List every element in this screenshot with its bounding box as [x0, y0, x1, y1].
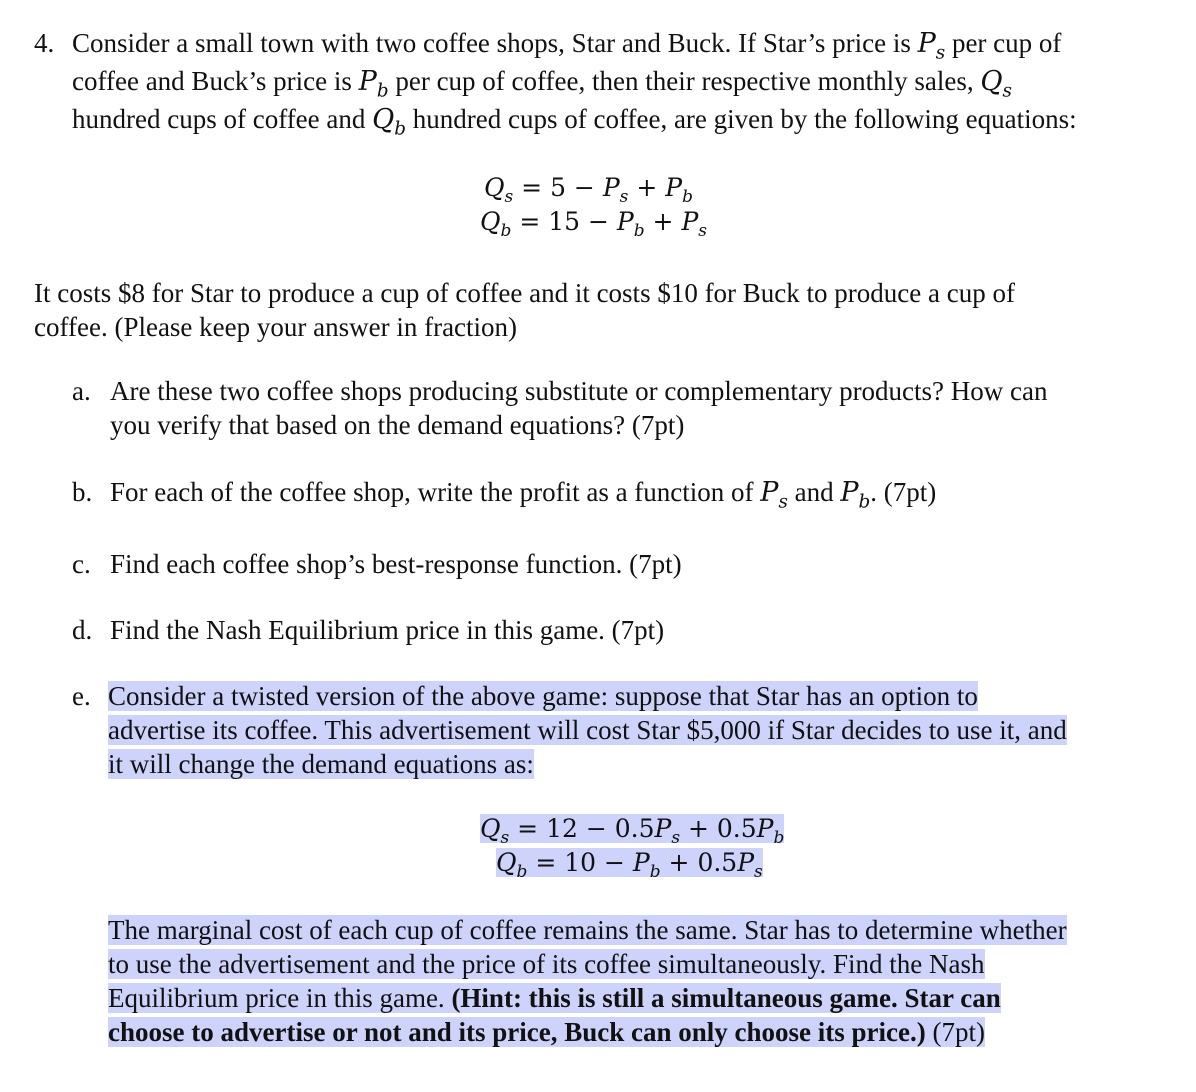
advert-demand-equation-buck: $Q_b = 10 - P_b + 0.5P_s$	[496, 848, 763, 882]
part-e-line-1: Consider a twisted version of the above game: suppose that Star has an option to	[108, 681, 978, 711]
demand-equation-star: $Q_s = 5 - P_s + P_b$	[484, 173, 693, 207]
part-d-text: Find the Nash Equilibrium price in this game. (7pt)	[110, 615, 665, 645]
part-c-label: c.	[72, 549, 91, 579]
costs-line-2: coffee. (Please keep your answer in fraction)	[34, 312, 518, 342]
closing-line-3: Equilibrium price in this game. (Hint: this is still a simultaneous game. Star can	[108, 983, 1001, 1013]
part-a-label: a.	[72, 376, 91, 406]
intro-text-2b: per cup of coffee, then their respective monthly sales,	[388, 66, 981, 96]
intro-line-3	[72, 102, 1077, 140]
advert-demand-equation-star: $Q_s = 12 - 0.5P_s + 0.5P_b$	[480, 814, 785, 848]
part-c-text: Find each coffee shop’s best-response function. (7pt)	[110, 549, 682, 579]
intro-text-1a: Consider a small town with two coffee shops, Star and Buck. If Star’s price is	[72, 28, 918, 58]
costs-line-1: It costs $8 for Star to produce a cup of coffee and it costs $10 for Buck to produce a cup of	[34, 278, 1015, 308]
part-d-label: d.	[72, 615, 93, 645]
hint-text: (Hint: this is still a simultaneous game. Star can	[451, 983, 1001, 1013]
part-e-line-3: it will change the demand equations as:	[108, 749, 534, 779]
var-qb: $Q_b$	[372, 104, 407, 140]
intro-line-2	[72, 64, 1012, 102]
part-b-text: For each of the coffee shop, write the profit as a function of $P_s$ and $P_b$. (7pt)	[110, 477, 937, 513]
closing-line-1: The marginal cost of each cup of coffee remains the same. Star has to determine whether	[108, 915, 1067, 945]
part-e-label: e.	[72, 681, 91, 711]
intro-text-2a: coffee and Buck’s price is	[72, 66, 359, 96]
closing-line-4: choose to advertise or not and its price, Buck can only choose its price.) (7pt)	[108, 1017, 985, 1047]
intro-text-3a: hundred cups of coffee and	[72, 104, 373, 134]
part-b-label: b.	[72, 477, 93, 507]
question-number: 4.	[34, 28, 55, 58]
closing-line-2: to use the advertisement and the price of its coffee simultaneously. Find the Nash	[108, 949, 985, 979]
intro-line-1	[72, 26, 1062, 64]
var-ps: $P_s$	[760, 477, 788, 513]
part-a-line-1: Are these two coffee shops producing substitute or complementary products? How can	[110, 376, 1048, 406]
part-a-line-2: you verify that based on the demand equations? (7pt)	[110, 410, 685, 440]
var-qs: $Q_s$	[980, 66, 1012, 102]
intro-text-3b: hundred cups of coffee, are given by the following equations:	[406, 104, 1077, 134]
demand-equation-buck: $Q_b = 15 - P_b + P_s$	[480, 207, 708, 241]
intro-text-1b: per cup of	[945, 28, 1062, 58]
hint-text-end: choose to advertise or not and its price, Buck can only choose its price.)	[108, 1017, 926, 1047]
var-pb: $P_b$	[358, 66, 389, 102]
part-e-line-2: advertise its coffee. This advertisement will cost Star $5,000 if Star decides to use it, and	[108, 715, 1067, 745]
var-ps: $P_s$	[917, 28, 946, 64]
var-pb: $P_b$	[840, 477, 871, 513]
